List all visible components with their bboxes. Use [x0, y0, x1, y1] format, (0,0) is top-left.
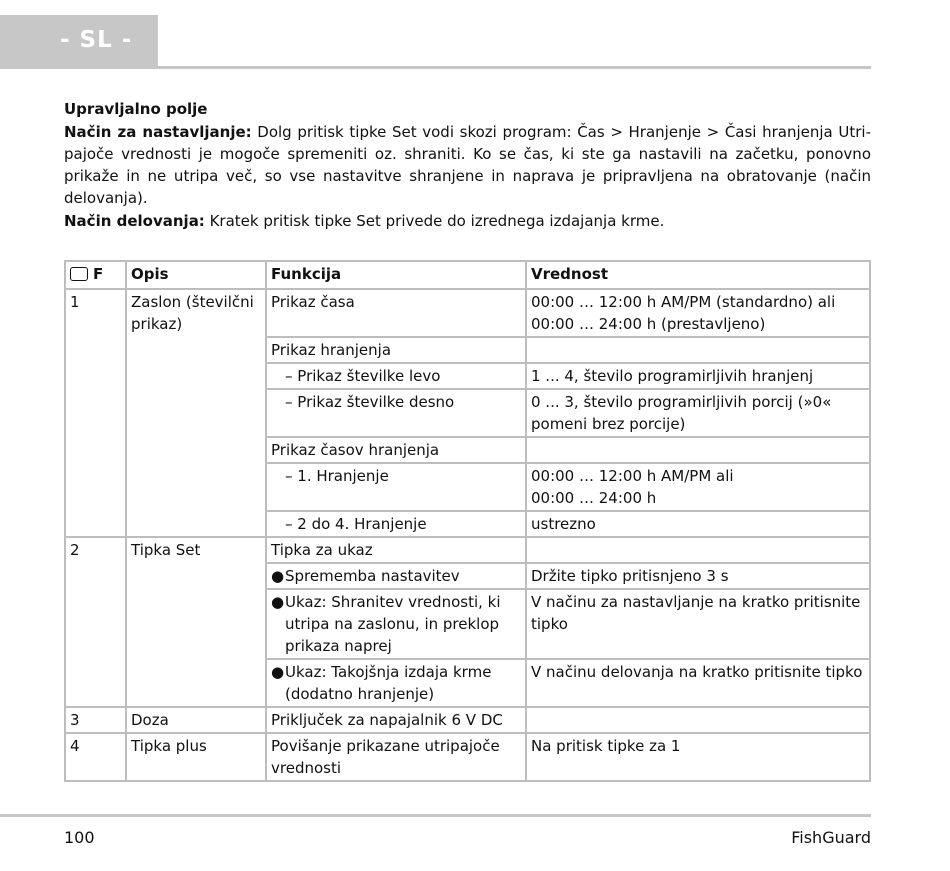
header-f: F — [65, 261, 126, 289]
value-cell: 00:00 … 12:00 h AM/PM ali 00:00 … 24:00 h — [526, 463, 870, 511]
value-cell: V načinu delovanja na kratko pritisnite tipko — [526, 659, 870, 707]
table-row — [65, 537, 870, 563]
function-cell: – Prikaz številke desno — [266, 389, 526, 437]
value-cell: V načinu za nastavljanje na kratko pritisnite tipko — [526, 589, 870, 659]
page-number: 100 — [64, 828, 95, 847]
function-cell: Prikaz časov hranjenja — [266, 437, 526, 463]
setting-mode-paragraph — [64, 121, 871, 209]
language-tab: - SL - — [0, 15, 158, 66]
operating-mode-text: Kratek pritisk tipke Set privede do izrednega izdajanja krme. — [204, 212, 665, 230]
value-cell: Držite tipko pritisnjeno 3 s — [526, 563, 870, 589]
bullet-icon: ● — [271, 567, 285, 585]
row-number: 4 — [65, 733, 126, 781]
value-cell — [526, 337, 870, 363]
function-cell: Tipka za ukaz — [266, 537, 526, 563]
table-row — [65, 733, 870, 781]
table-row — [65, 707, 870, 733]
bullet-icon: ● — [271, 663, 285, 681]
table-header-row — [65, 261, 870, 289]
value-cell: 1 ... 4, število programirljivih hranjenj — [526, 363, 870, 389]
section-title: Upravljalno polje — [64, 100, 208, 118]
bullet-icon: ● — [271, 593, 285, 611]
function-cell: Priključek za napajalnik 6 V DC — [266, 707, 526, 733]
row-description: Tipka plus — [126, 733, 266, 781]
function-cell: – 1. Hranjenje — [266, 463, 526, 511]
header-opis: Opis — [126, 261, 266, 289]
function-cell: ● Ukaz: Takojšnja izdaja krme (dodatno hranjenje) — [266, 659, 526, 707]
value-cell: ustrezno — [526, 511, 870, 537]
operating-mode-label: Način delovanja: — [64, 212, 205, 230]
value-cell — [526, 707, 870, 733]
row-description: Doza — [126, 707, 266, 733]
setting-mode-text: Dolg pritisk tipke Set vodi skozi program: Čas > Hranjenje > Časi hranjenja Utri-pajoče vrednosti je mogoče spremeniti oz. shraniti. Ko se čas, ki ste ga nastavili na začetku, ponovno prikaže in ne utripa več, so vse nastavitve shranjene in naprava je pripravljena na obratovanje (način delovanja). — [64, 123, 871, 207]
row-number: 2 — [65, 537, 126, 707]
value-cell: 0 ... 3, število programirljivih porcij (»0« pomeni brez porcije) — [526, 389, 870, 437]
value-cell — [526, 537, 870, 563]
table-row — [65, 289, 870, 337]
row-number: 3 — [65, 707, 126, 733]
controls-table — [64, 260, 871, 782]
row-description: Tipka Set — [126, 537, 266, 707]
row-number: 1 — [65, 289, 126, 537]
function-cell: – 2 do 4. Hranjenje — [266, 511, 526, 537]
function-cell: Prikaz časa — [266, 289, 526, 337]
header-funkcija: Funkcija — [266, 261, 526, 289]
value-cell: Na pritisk tipke za 1 — [526, 733, 870, 781]
function-cell: Prikaz hranjenja — [266, 337, 526, 363]
operating-mode-paragraph — [64, 210, 871, 232]
setting-mode-label: Način za nastavljanje: — [64, 123, 252, 141]
function-cell: ● Ukaz: Shranitev vrednosti, ki utripa na zaslonu, in preklop prikaza naprej — [266, 589, 526, 659]
control-panel-section — [64, 98, 871, 232]
display-box-icon — [70, 267, 88, 281]
bottom-divider — [0, 814, 871, 817]
row-description: Zaslon (številčni prikaz) — [126, 289, 266, 537]
value-cell — [526, 437, 870, 463]
function-cell: Povišanje prikazane utripajoče vrednosti — [266, 733, 526, 781]
top-divider — [0, 66, 871, 69]
value-cell: 00:00 … 12:00 h AM/PM (standardno) ali 00:00 … 24:00 h (prestavljeno) — [526, 289, 870, 337]
function-cell: – Prikaz številke levo — [266, 363, 526, 389]
function-cell: ● Sprememba nastavitev — [266, 563, 526, 589]
brand-name: FishGuard — [791, 828, 871, 847]
header-vrednost: Vrednost — [526, 261, 870, 289]
